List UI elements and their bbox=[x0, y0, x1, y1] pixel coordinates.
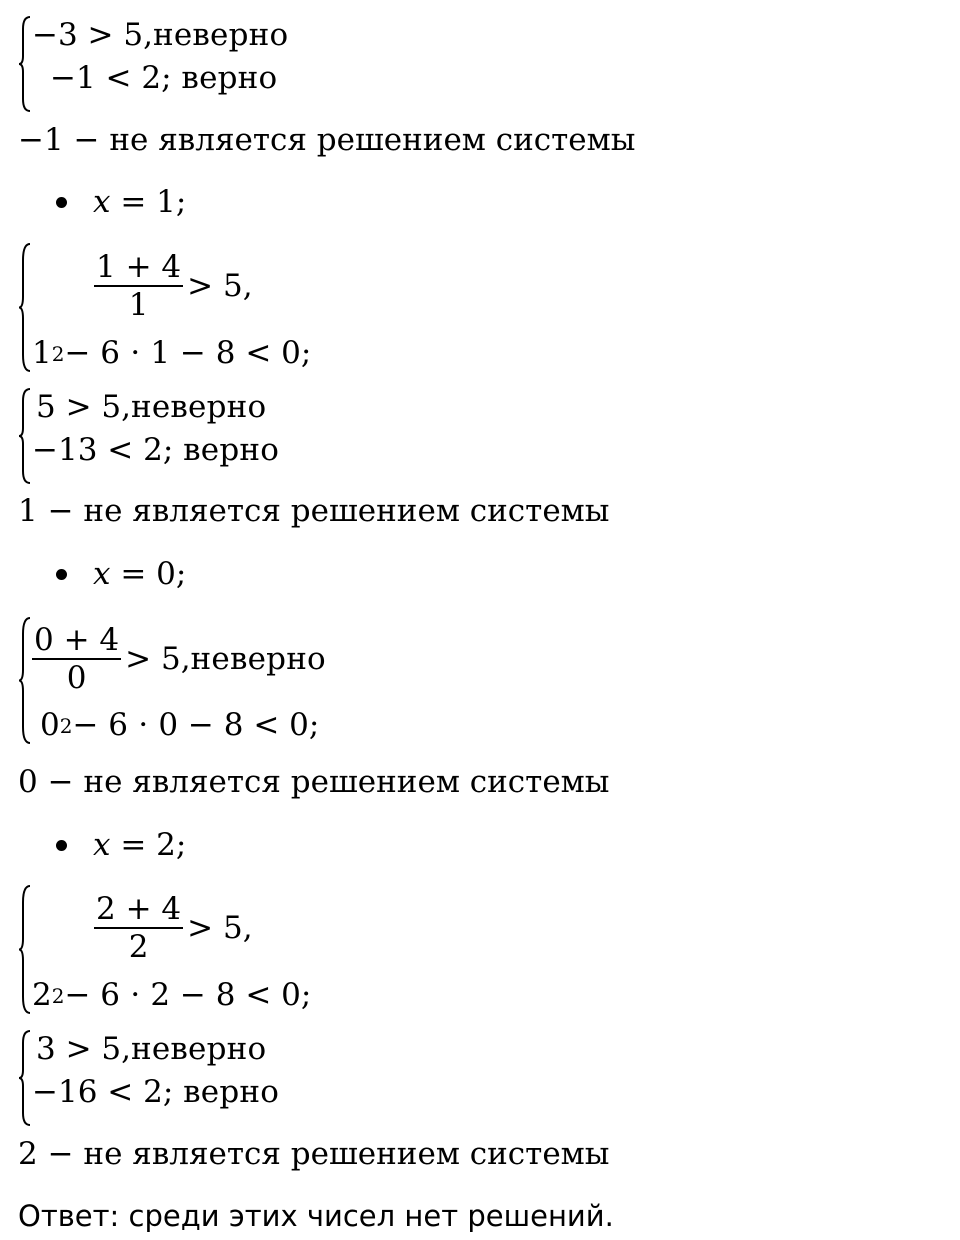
bullet-x-1: x = 1; bbox=[56, 180, 186, 224]
left-brace-icon bbox=[18, 386, 32, 486]
conclusion-2: 2 − не является решением системы bbox=[18, 1136, 610, 1172]
answer-text: Ответ: среди этих чисел нет решений. bbox=[18, 1199, 614, 1233]
left-brace-icon bbox=[18, 882, 32, 1017]
fraction: $\frac{2 + 4}{2}$ bbox=[96, 891, 182, 965]
bullet-x-2: x = 2; bbox=[56, 823, 186, 867]
system-x-2-eval: 3 > 5, неверно −16 < 2; верно bbox=[18, 1028, 279, 1128]
bullet-icon bbox=[56, 840, 67, 851]
left-brace-icon bbox=[18, 614, 32, 747]
left-brace-icon bbox=[18, 14, 32, 114]
bullet-icon bbox=[56, 197, 67, 208]
system-x-minus1-eval: −3 > 5, неверно −1 < 2; верно bbox=[18, 14, 288, 114]
system-x-1-eval: 5 > 5, неверно −13 < 2; верно bbox=[18, 386, 279, 486]
left-brace-icon bbox=[18, 240, 32, 375]
fraction: $\frac{0 + 4}{0}$ bbox=[34, 622, 120, 696]
conclusion-1: 1 − не является решением системы bbox=[18, 493, 610, 529]
fraction: $\frac{1 + 4}{1}$ bbox=[96, 249, 182, 323]
system-x-2: $\frac{2 + 4}{2}$ > 5, 2 2 − 6 ⋅ 2 − 8 < 0; bbox=[18, 882, 311, 1017]
conclusion-minus1: −1 − не является решением системы bbox=[18, 122, 636, 158]
left-brace-icon bbox=[18, 1028, 32, 1128]
bullet-icon bbox=[56, 569, 67, 580]
conclusion-0: 0 − не является решением системы bbox=[18, 764, 610, 800]
bullet-x-0: x = 0; bbox=[56, 552, 186, 596]
system-x-0: $\frac{0 + 4}{0}$ > 5, неверно 0 2 − 6 ⋅ 0 − 8 < 0; bbox=[18, 614, 326, 747]
system-x-1: $\frac{1 + 4}{1}$ > 5, 1 2 − 6 ⋅ 1 − 8 < 0; bbox=[18, 240, 311, 375]
